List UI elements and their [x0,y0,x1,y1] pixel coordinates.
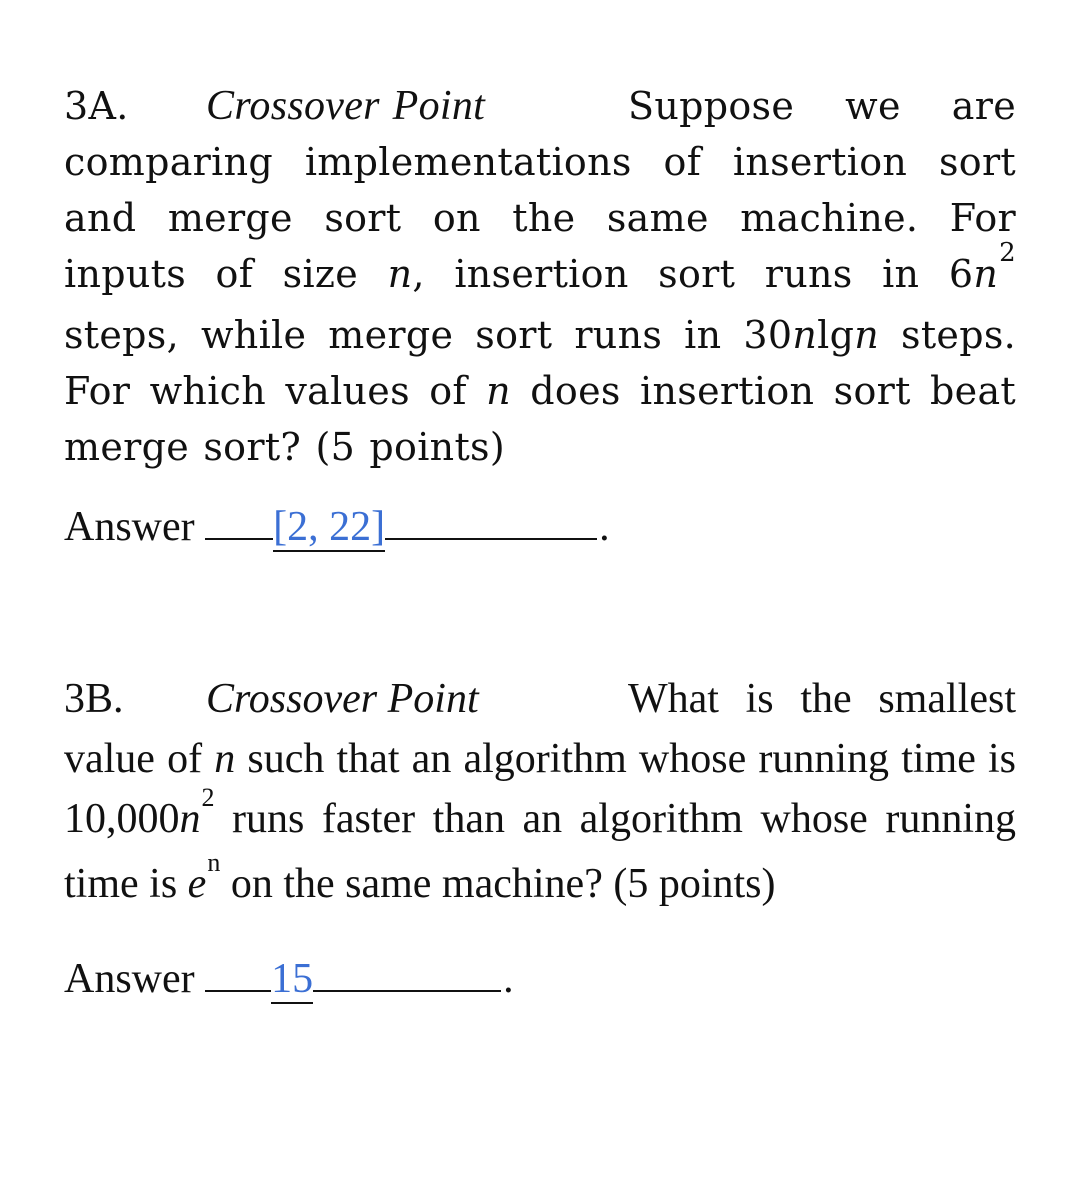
question-text: steps. For which values of [64,313,1016,413]
answer-label: Answer [64,504,195,550]
section-gap [64,551,1016,669]
variable-n: n [973,252,999,296]
log-symbol: lg [817,313,855,357]
question-text: , insertion sort runs in 6 [412,252,974,296]
answer-period: . [599,504,610,550]
question-text: What is the smallest value of [64,676,1016,782]
question-text: such that an algorithm whose running time is 10,000 [64,736,1017,842]
question-3b [64,669,1016,919]
answer-3a [64,503,1016,551]
question-text: Suppose we are comparing implementations of insertion sort and merge sort on the same machine. For inputs of size [64,84,1016,296]
exponent: 2 [201,783,215,812]
variable-n: n [387,252,413,296]
question-topic: Crossover Point [206,83,486,129]
question-text: runs faster than an algorithm whose running time is [64,796,1016,907]
answer-blank [313,960,501,992]
question-text: steps, while merge sort runs in 30 [64,313,793,357]
question-number: 3A. [64,84,129,128]
answer-period: . [503,956,514,1002]
variable-n: n [179,796,201,842]
answer-label: Answer [64,956,195,1002]
exponent: n [207,848,221,877]
exponent: 2 [999,238,1016,268]
answer-value[interactable]: 15 [271,956,314,1002]
question-text: does insertion sort beat merge sort? (5 points) [64,369,1016,469]
question-number: 3B. [64,676,124,722]
answer-3b [64,955,1016,1003]
question-text: on the same machine? (5 points) [220,861,776,907]
worksheet-page [64,78,1016,1003]
answer-value[interactable]: [2, 22] [273,504,386,550]
question-topic: Crossover Point [206,676,479,722]
answer-blank [205,508,273,540]
variable-n: n [486,369,511,413]
answer-blank [385,508,597,540]
variable-n: n [792,313,818,357]
answer-blank [205,960,271,992]
variable-n: n [214,736,236,782]
variable-e: e [187,861,207,907]
variable-n: n [854,313,880,357]
question-3a [64,78,1016,475]
